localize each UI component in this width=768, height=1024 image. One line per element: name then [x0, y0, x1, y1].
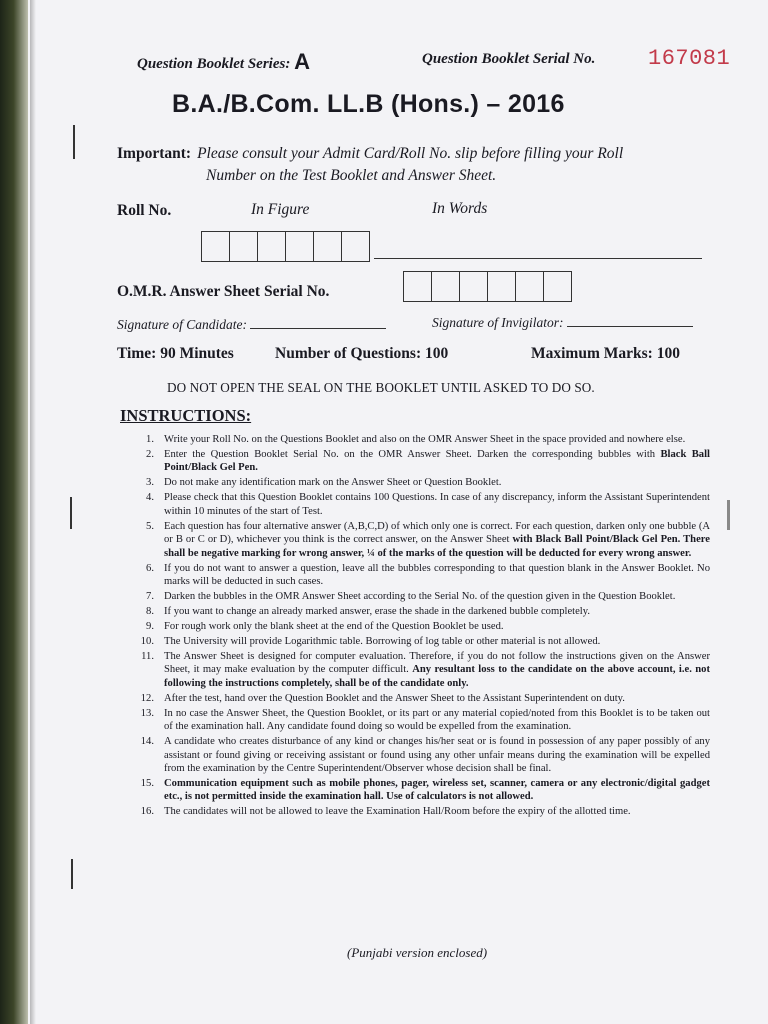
instruction-text: If you want to change an already marked answer, erase the shade in the darkened bubble completely. [164, 606, 590, 618]
invigilator-signature-line[interactable] [567, 314, 693, 327]
instruction-text: Please check that this Question Booklet contains 100 Questions. In case of any discrepancy, inform the Assistant Superintendent within 10 minutes of the start of Test. [164, 492, 710, 517]
instruction-item [138, 605, 710, 618]
roll-number-boxes[interactable] [201, 231, 370, 262]
instructions-list [138, 433, 710, 820]
digit-box[interactable] [488, 272, 516, 301]
instruction-text: Each question has four alternative answer (A,B,C,D) of which only one is correct. For each question, darken only one bubble (A or B or C or D), whichever you think is the correct answer, on the Answer Sheet [164, 520, 710, 546]
roll-in-words-line[interactable] [374, 258, 702, 259]
instruction-number: 14. [140, 736, 154, 748]
instruction-number: 13. [140, 707, 154, 719]
important-line-1: Please consult your Admit Card/Roll No. slip before filling your Roll [197, 145, 624, 162]
digit-box[interactable] [202, 232, 230, 261]
punjabi-version-note: (Punjabi version enclosed) [347, 945, 488, 960]
instruction-number: 9. [146, 621, 154, 633]
instruction-text-bold: Black Ball Point/Black Gel Pen. [164, 449, 710, 474]
instruction-number: 1. [146, 434, 154, 445]
digit-box[interactable] [404, 272, 432, 301]
digit-box[interactable] [432, 272, 460, 301]
instruction-item [138, 590, 710, 603]
instruction-text: Darken the bubbles in the OMR Answer Sheet according to the Serial No. of the question given in the Question Booklet. [164, 591, 676, 603]
instruction-text: A candidate who creates disturbance of any kind or changes his/her seat or is found in possession of any paper possibly of any assistant or found giving or receiving assistant or found using any other unfair means during the examination will be expelled from the examination by the Centre Superintendent/Observer whose decision shall be final. [164, 736, 710, 775]
scan-edge [0, 0, 30, 1024]
instruction-number: 3. [146, 477, 154, 489]
time-info: Time: 90 Minutes [117, 345, 234, 362]
marks-info: Maximum Marks: 100 [531, 345, 680, 362]
instruction-number: 7. [146, 591, 154, 603]
instruction-item [138, 650, 710, 690]
instructions-heading: INSTRUCTIONS: [120, 406, 252, 425]
instruction-text: The candidates will not be allowed to leave the Examination Hall/Room before the expiry of the allotted time. [164, 806, 631, 818]
instruction-number: 5. [146, 520, 154, 532]
digit-box[interactable] [286, 232, 314, 261]
exam-title: B.A./B.Com. LL.B (Hons.) – 2016 [172, 90, 565, 118]
instruction-item [138, 562, 710, 589]
instruction-item [138, 433, 710, 446]
instruction-item [138, 620, 710, 633]
candidate-signature-label: Signature of Candidate: [117, 317, 247, 332]
instruction-text: The Answer Sheet is designed for computer evaluation. Therefore, if you do not follow the instructions given on the Answer Sheet, it may make evaluation by the computer difficult. [164, 651, 710, 676]
instruction-number: 6. [146, 562, 154, 574]
instruction-text-bold: Any resultant loss to the candidate on the above account, i.e. not following the instructions completely, shall be of the candidate only. [164, 664, 710, 689]
roll-no-label: Roll No. [117, 202, 172, 219]
instruction-text: After the test, hand over the Question Booklet and the Answer Sheet to the Assistant Superintendent on duty. [164, 692, 625, 704]
instruction-text-bold: Communication equipment such as mobile phones, pager, wireless set, scanner, camera or any electronic/digital gadget etc., is not permitted inside the examination hall. Use of calculators is not allowed. [164, 778, 710, 803]
instruction-number: 8. [146, 606, 154, 618]
instruction-text: In no case the Answer Sheet, the Question Booklet, or its part or any material copied/noted from this Booklet is to be taken out of the examination hall. Any candidate found doing so would be expelled from the examination. [164, 707, 710, 733]
serial-label: Question Booklet Serial No. [422, 51, 596, 67]
seal-warning: DO NOT OPEN THE SEAL ON THE BOOKLET UNTIL ASKED TO DO SO. [167, 380, 595, 395]
candidate-signature-line[interactable] [250, 316, 386, 329]
digit-box[interactable] [544, 272, 571, 301]
page-shadow [30, 0, 36, 1024]
instruction-number: 11. [141, 651, 154, 663]
omr-serial-boxes[interactable] [403, 271, 572, 302]
important-label: Important: [117, 145, 192, 162]
serial-number: 167081 [648, 46, 731, 71]
instruction-item [138, 520, 710, 560]
instruction-item [138, 448, 710, 475]
instruction-number: 4. [146, 492, 154, 504]
instruction-item [138, 707, 710, 734]
margin-mark [70, 497, 72, 529]
digit-box[interactable] [342, 232, 369, 261]
instruction-text-bold: with Black Ball Point/Black Gel Pen. There shall be negative marking for wrong answer, ¼ of the marks of the question will be deducted for every wrong answer. [164, 534, 710, 559]
important-line-2: Number on the Test Booklet and Answer Sheet. [206, 167, 497, 184]
instruction-item [138, 805, 710, 818]
digit-box[interactable] [258, 232, 286, 261]
digit-box[interactable] [460, 272, 488, 301]
series-label: Question Booklet Series: [137, 56, 291, 72]
instruction-number: 16. [140, 806, 154, 818]
candidate-signature [117, 316, 386, 333]
instruction-item [138, 635, 710, 648]
instruction-text: Enter the Question Booklet Serial No. on the OMR Answer Sheet. Darken the corresponding bubbles with [164, 449, 661, 460]
digit-box[interactable] [516, 272, 544, 301]
instruction-item [138, 491, 710, 518]
instruction-number: 10. [140, 636, 154, 648]
instruction-text: The University will provide Logarithmic table. Borrowing of log table or other material is not allowed. [164, 636, 601, 648]
instruction-item [138, 476, 710, 489]
booklet-series [137, 49, 310, 75]
instruction-text: Do not make any identification mark on the Answer Sheet or Question Booklet. [164, 477, 502, 489]
instruction-number: 2. [146, 449, 154, 460]
instruction-item [138, 692, 710, 705]
instruction-number: 12. [140, 692, 154, 704]
instruction-text: If you do not want to answer a question, leave all the bubbles corresponding to that question blank in the Answer Booklet. No marks will be deducted in such cases. [164, 562, 710, 588]
digit-box[interactable] [314, 232, 342, 261]
omr-serial-label: O.M.R. Answer Sheet Serial No. [117, 283, 330, 300]
margin-mark [727, 500, 730, 530]
questions-info: Number of Questions: 100 [275, 345, 449, 362]
instruction-item [138, 735, 710, 775]
important-note [117, 143, 717, 187]
in-figure-label: In Figure [251, 201, 310, 218]
margin-mark [73, 125, 75, 159]
series-value: A [294, 49, 310, 74]
margin-mark [71, 859, 73, 889]
invigilator-signature-label: Signature of Invigilator: [432, 315, 564, 330]
instruction-text: Write your Roll No. on the Questions Booklet and also on the OMR Answer Sheet in the space provided and nowhere else. [164, 434, 686, 445]
instruction-text: For rough work only the blank sheet at the end of the Question Booklet be used. [164, 621, 504, 633]
invigilator-signature [432, 314, 693, 331]
instruction-item [138, 777, 710, 804]
digit-box[interactable] [230, 232, 258, 261]
in-words-label: In Words [432, 200, 488, 217]
instruction-number: 15. [140, 778, 154, 790]
